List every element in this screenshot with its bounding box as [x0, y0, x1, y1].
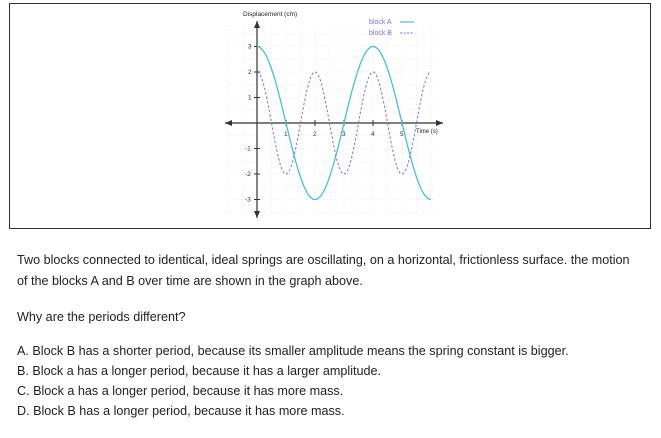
y-tick-label: 1 [248, 94, 252, 102]
x-tick-label: 3 [342, 131, 346, 138]
x-tick-label: 4 [371, 131, 375, 138]
question-text: Two blocks connected to identical, ideal springs are oscillating, on a horizontal, frictionless surface. the motion of the blocks A and B over time are shown in the graph above. [17, 253, 630, 288]
chart-legend [369, 19, 414, 37]
chart-axes [225, 21, 443, 218]
y-axis-arrow-top [254, 21, 260, 28]
legend-label-block-a: block A [369, 19, 392, 26]
chart-grid [228, 26, 434, 215]
answer-option-b[interactable]: B. Block a has a longer period, because it has a larger amplitude. [17, 364, 382, 378]
x-tick-label: 2 [313, 131, 317, 138]
x-tick-label: 1 [284, 131, 288, 138]
y-tick-label: 3 [248, 43, 252, 51]
x-tick-label: 5 [400, 131, 404, 138]
question-prompt: Why are the periods different? [17, 310, 186, 324]
graph-figure [9, 3, 651, 229]
displacement-time-chart [10, 4, 652, 230]
y-tick-label: -1 [245, 145, 251, 153]
y-tick-label: 2 [248, 69, 252, 76]
x-axis-label: Time (s) [416, 129, 438, 135]
x-axis-arrow-left [225, 120, 232, 126]
y-tick-label: -2 [245, 171, 251, 178]
answer-option-a[interactable]: A. Block B has a shorter period, because its smaller amplitude means the spring constant is bigger. [17, 344, 569, 358]
legend-label-block-b: block B [369, 30, 392, 37]
y-axis-arrow-bottom [254, 211, 260, 218]
x-axis-arrow-right [436, 120, 443, 126]
y-axis-label: Displacement (cm) [243, 11, 298, 18]
answer-option-d[interactable]: D. Block B has a longer period, because it has more mass. [17, 404, 345, 418]
answer-option-c[interactable]: C. Block a has a longer period, because it has more mass. [17, 384, 344, 398]
y-tick-label: -3 [245, 196, 251, 204]
